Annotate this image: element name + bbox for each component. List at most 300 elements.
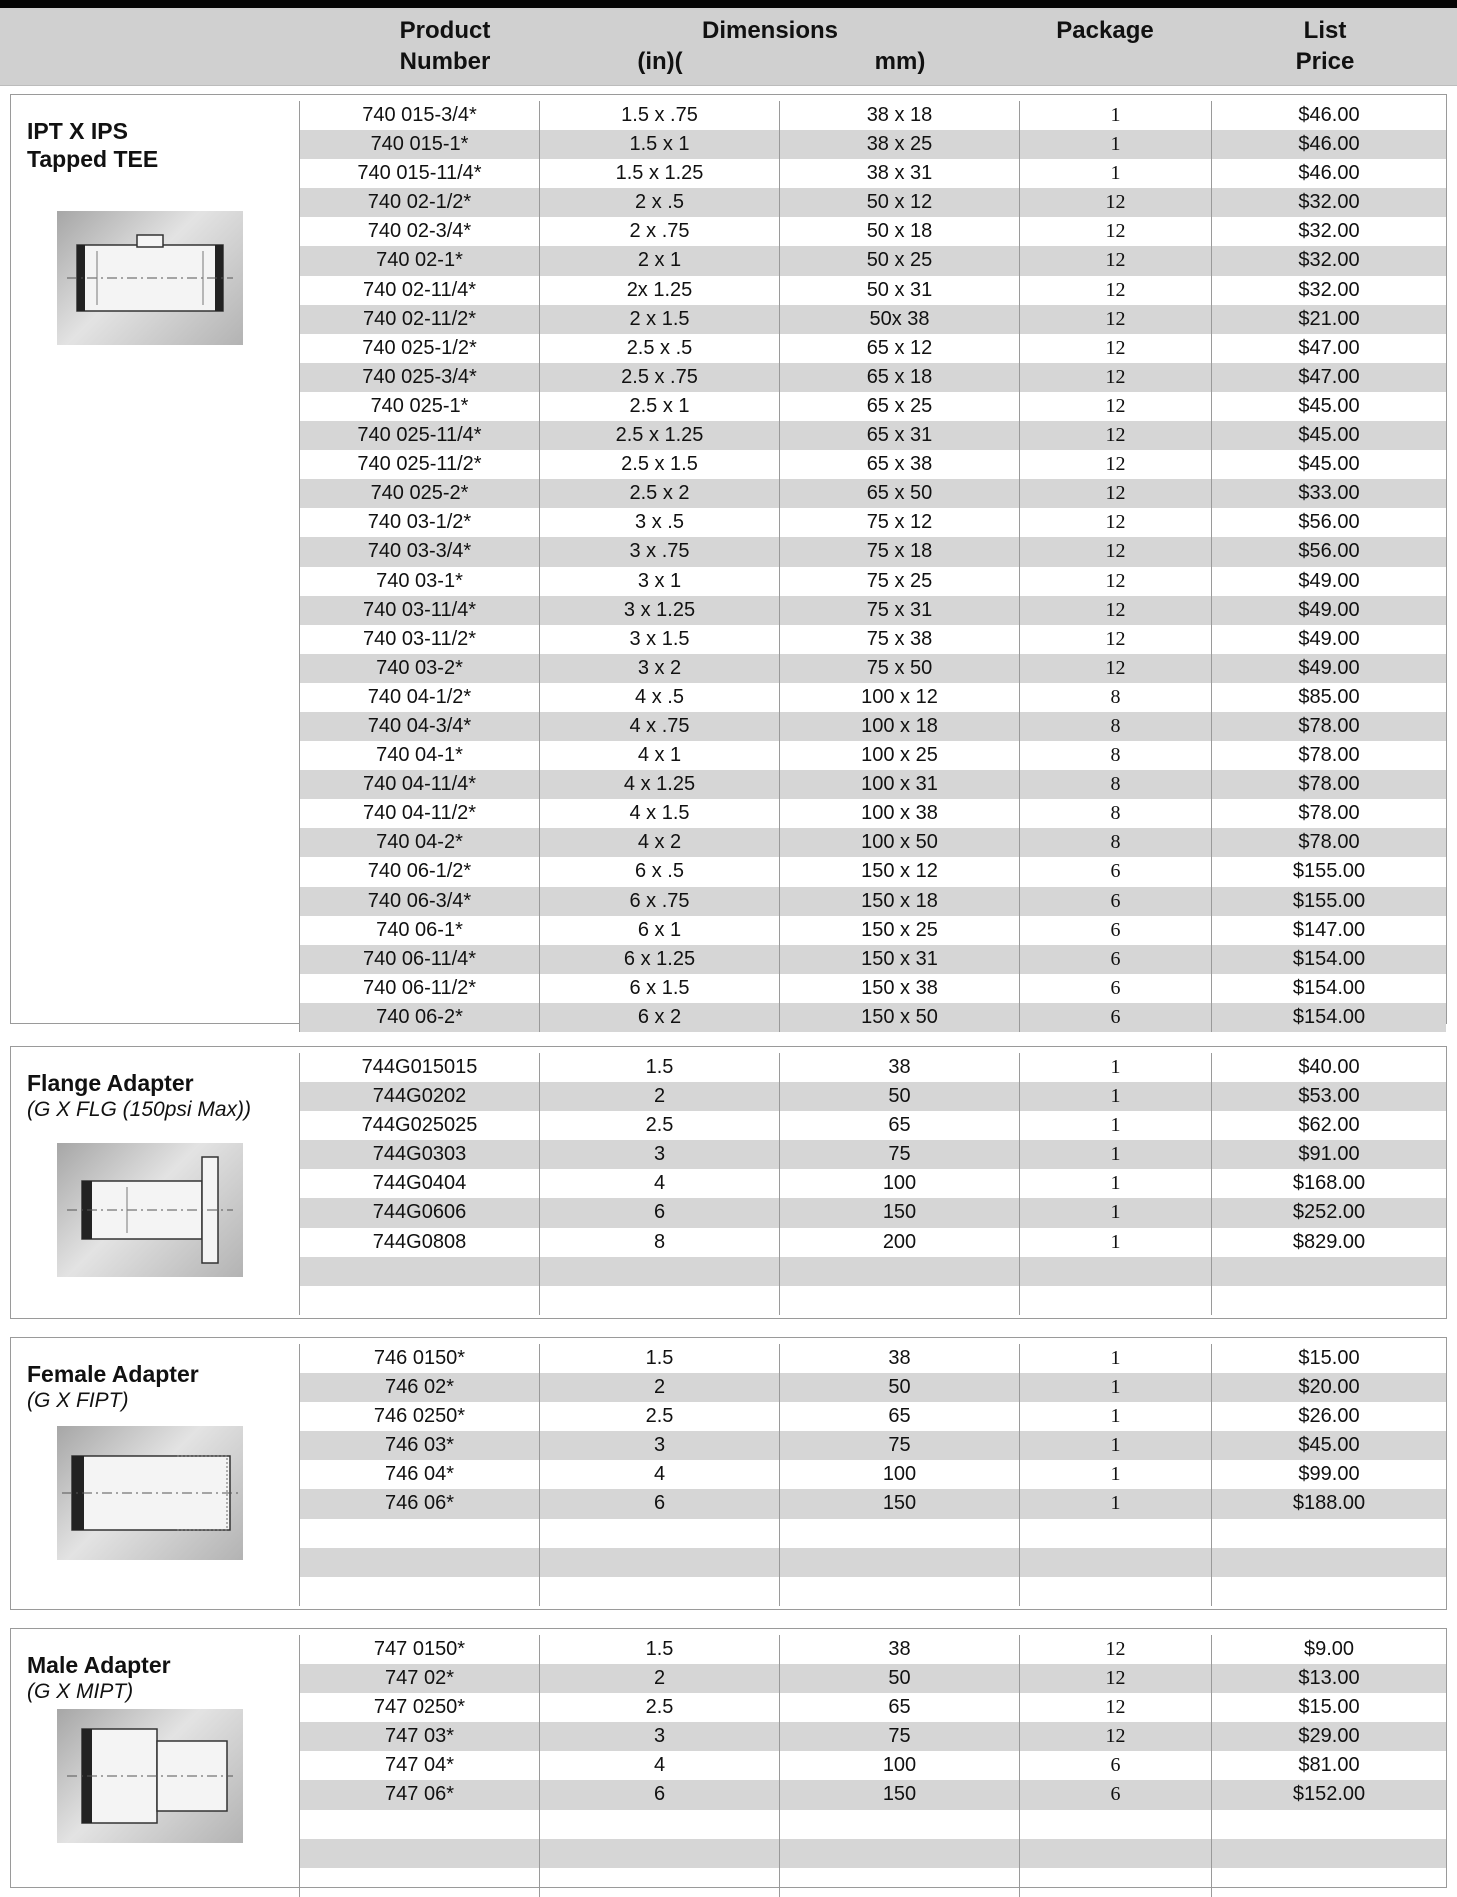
dimension-in-cell (539, 1257, 779, 1286)
product-number-cell: 746 0150* (299, 1344, 539, 1373)
dimension-mm-cell: 75 (779, 1722, 1019, 1751)
package-cell: 6 (1019, 974, 1211, 1003)
dimension-in-cell: 2 (539, 1664, 779, 1693)
dimension-in-cell (539, 1548, 779, 1577)
table-row (299, 101, 1446, 130)
table-row (299, 392, 1446, 421)
section-flange-adapter (10, 1046, 1447, 1319)
table-row (299, 1839, 1446, 1868)
dimension-mm-cell: 65 x 18 (779, 363, 1019, 392)
dimension-mm-cell (779, 1286, 1019, 1315)
product-number-cell: 747 06* (299, 1780, 539, 1809)
dimension-in-cell: 6 x 2 (539, 1003, 779, 1032)
price-cell: $168.00 (1211, 1169, 1446, 1198)
product-number-cell (299, 1286, 539, 1315)
dimension-in-cell: 4 (539, 1460, 779, 1489)
product-number-cell: 740 015-11/4* (299, 159, 539, 188)
dimension-mm-cell: 38 x 18 (779, 101, 1019, 130)
dimension-in-cell: 2.5 x .75 (539, 363, 779, 392)
dimension-mm-cell: 75 (779, 1140, 1019, 1169)
product-number-cell: 744G015015 (299, 1053, 539, 1082)
package-cell: 1 (1019, 1198, 1211, 1227)
product-number-cell: 746 02* (299, 1373, 539, 1402)
header-product-line2: Number (399, 48, 491, 75)
dimension-in-cell: 1.5 (539, 1344, 779, 1373)
dimension-in-cell: 4 (539, 1169, 779, 1198)
package-cell: 8 (1019, 770, 1211, 799)
section-label (27, 1069, 297, 1123)
product-number-cell: 744G0808 (299, 1228, 539, 1257)
dimension-mm-cell: 50 (779, 1664, 1019, 1693)
dimension-in-cell: 2.5 x 1.25 (539, 421, 779, 450)
product-number-cell: 740 06-1/2* (299, 857, 539, 886)
price-cell: $45.00 (1211, 421, 1446, 450)
section-subtitle: (G X FLG (150psi Max)) (27, 1098, 252, 1121)
dimension-in-cell (539, 1286, 779, 1315)
dimension-in-cell (539, 1577, 779, 1606)
table-row (299, 741, 1446, 770)
dimension-in-cell: 2x 1.25 (539, 276, 779, 305)
dimension-in-cell: 4 x .5 (539, 683, 779, 712)
product-number-cell: 740 025-11/2* (299, 450, 539, 479)
dimension-mm-cell: 38 (779, 1635, 1019, 1664)
dimension-in-cell: 4 x 1.25 (539, 770, 779, 799)
table-row (299, 857, 1446, 886)
package-cell: 12 (1019, 596, 1211, 625)
table-row (299, 1722, 1446, 1751)
package-cell: 12 (1019, 392, 1211, 421)
package-cell (1019, 1577, 1211, 1606)
package-cell: 12 (1019, 537, 1211, 566)
table-row (299, 363, 1446, 392)
price-cell (1211, 1257, 1446, 1286)
package-cell: 12 (1019, 1664, 1211, 1693)
price-cell: $154.00 (1211, 945, 1446, 974)
dimension-mm-cell: 65 x 12 (779, 334, 1019, 363)
dimension-mm-cell: 150 x 31 (779, 945, 1019, 974)
product-number-cell: 740 015-1* (299, 130, 539, 159)
price-cell: $155.00 (1211, 857, 1446, 886)
product-number-cell: 740 025-1/2* (299, 334, 539, 363)
header-price-line2: Price (1295, 48, 1355, 75)
price-cell: $78.00 (1211, 712, 1446, 741)
package-cell: 6 (1019, 916, 1211, 945)
package-cell: 12 (1019, 567, 1211, 596)
dimension-in-cell: 4 x 1.5 (539, 799, 779, 828)
package-cell: 1 (1019, 1373, 1211, 1402)
rows-tapped-tee (299, 101, 1446, 1032)
price-cell: $81.00 (1211, 1751, 1446, 1780)
table-row (299, 683, 1446, 712)
table-row (299, 305, 1446, 334)
product-number-cell: 747 0150* (299, 1635, 539, 1664)
package-cell: 12 (1019, 421, 1211, 450)
dimension-in-cell: 3 x .5 (539, 508, 779, 537)
header-dimensions-in: (in)( (637, 48, 683, 75)
product-number-cell: 740 06-11/4* (299, 945, 539, 974)
table-row (299, 479, 1446, 508)
price-cell: $49.00 (1211, 654, 1446, 683)
dimension-in-cell: 4 (539, 1751, 779, 1780)
dimension-mm-cell: 150 x 38 (779, 974, 1019, 1003)
dimension-mm-cell: 50 x 31 (779, 276, 1019, 305)
package-cell: 12 (1019, 305, 1211, 334)
table-row (299, 1082, 1446, 1111)
dimension-mm-cell: 75 x 50 (779, 654, 1019, 683)
flange-adapter-icon (57, 1143, 243, 1277)
package-cell: 8 (1019, 683, 1211, 712)
dimension-mm-cell: 75 x 18 (779, 537, 1019, 566)
header-price (1255, 15, 1395, 77)
package-cell: 12 (1019, 508, 1211, 537)
table-row (299, 799, 1446, 828)
price-cell: $78.00 (1211, 770, 1446, 799)
product-number-cell: 744G0202 (299, 1082, 539, 1111)
product-number-cell (299, 1810, 539, 1839)
dimension-in-cell: 2 (539, 1373, 779, 1402)
package-cell: 6 (1019, 945, 1211, 974)
product-number-cell: 746 0250* (299, 1402, 539, 1431)
package-cell: 8 (1019, 828, 1211, 857)
product-number-cell: 740 025-2* (299, 479, 539, 508)
rows-female-adapter (299, 1344, 1446, 1606)
table-row (299, 974, 1446, 1003)
product-number-cell: 747 03* (299, 1722, 539, 1751)
price-cell: $829.00 (1211, 1228, 1446, 1257)
dimension-in-cell: 3 x 1.25 (539, 596, 779, 625)
package-cell: 12 (1019, 276, 1211, 305)
top-bar (0, 0, 1457, 8)
dimension-mm-cell: 38 (779, 1344, 1019, 1373)
section-title: Flange Adapter (27, 1070, 194, 1096)
product-number-cell: 747 04* (299, 1751, 539, 1780)
price-cell: $33.00 (1211, 479, 1446, 508)
section-tapped-tee (10, 94, 1447, 1028)
dimension-mm-cell: 75 x 12 (779, 508, 1019, 537)
product-number-cell: 740 04-3/4* (299, 712, 539, 741)
table-row (299, 188, 1446, 217)
dimension-in-cell: 4 x .75 (539, 712, 779, 741)
price-cell: $56.00 (1211, 508, 1446, 537)
dimension-in-cell: 3 x .75 (539, 537, 779, 566)
price-cell: $155.00 (1211, 887, 1446, 916)
package-cell: 1 (1019, 101, 1211, 130)
product-number-cell: 744G0303 (299, 1140, 539, 1169)
dimension-in-cell: 6 x 1.5 (539, 974, 779, 1003)
table-row (299, 1664, 1446, 1693)
section-title: Male Adapter (27, 1652, 171, 1678)
section-male-adapter (10, 1628, 1447, 1888)
product-number-cell: 740 02-1* (299, 246, 539, 275)
dimension-in-cell: 2 x 1 (539, 246, 779, 275)
price-cell: $45.00 (1211, 392, 1446, 421)
package-cell: 1 (1019, 1082, 1211, 1111)
package-cell: 6 (1019, 1003, 1211, 1032)
package-cell: 1 (1019, 1344, 1211, 1373)
table-row (299, 1373, 1446, 1402)
package-cell: 12 (1019, 334, 1211, 363)
table-row (299, 421, 1446, 450)
dimension-in-cell: 2 (539, 1082, 779, 1111)
header-dimensions: Dimensions (701, 17, 839, 44)
section-title: IPT X IPS Tapped TEE (27, 118, 159, 172)
section-label (27, 1651, 297, 1705)
product-number-cell: 740 04-11/2* (299, 799, 539, 828)
product-number-cell (299, 1548, 539, 1577)
section-label (27, 1360, 297, 1414)
price-cell: $91.00 (1211, 1140, 1446, 1169)
product-number-cell: 747 0250* (299, 1693, 539, 1722)
dimension-mm-cell: 100 x 12 (779, 683, 1019, 712)
table-row (299, 1810, 1446, 1839)
dimension-mm-cell: 50x 38 (779, 305, 1019, 334)
table-row (299, 130, 1446, 159)
product-number-cell: 740 025-11/4* (299, 421, 539, 450)
section-female-adapter (10, 1337, 1447, 1610)
product-number-cell: 740 06-3/4* (299, 887, 539, 916)
table-row (299, 450, 1446, 479)
dimension-mm-cell (779, 1839, 1019, 1868)
dimension-mm-cell: 38 x 25 (779, 130, 1019, 159)
dimension-mm-cell: 50 x 18 (779, 217, 1019, 246)
price-cell: $62.00 (1211, 1111, 1446, 1140)
dimension-in-cell: 2 x .75 (539, 217, 779, 246)
dimension-in-cell: 2 x 1.5 (539, 305, 779, 334)
package-cell (1019, 1548, 1211, 1577)
dimension-mm-cell: 38 x 31 (779, 159, 1019, 188)
package-cell: 8 (1019, 799, 1211, 828)
price-cell: $99.00 (1211, 1460, 1446, 1489)
table-row (299, 1257, 1446, 1286)
package-cell (1019, 1839, 1211, 1868)
dimension-mm-cell (779, 1519, 1019, 1548)
dimension-mm-cell: 150 x 18 (779, 887, 1019, 916)
price-cell: $32.00 (1211, 276, 1446, 305)
product-number-cell: 740 06-1* (299, 916, 539, 945)
dimension-in-cell: 2 x .5 (539, 188, 779, 217)
table-row (299, 1111, 1446, 1140)
price-cell: $26.00 (1211, 1402, 1446, 1431)
product-number-cell: 746 03* (299, 1431, 539, 1460)
package-cell: 6 (1019, 1751, 1211, 1780)
dimension-in-cell (539, 1839, 779, 1868)
dimension-mm-cell: 150 x 50 (779, 1003, 1019, 1032)
dimension-mm-cell: 65 (779, 1111, 1019, 1140)
price-cell: $15.00 (1211, 1344, 1446, 1373)
table-row (299, 1489, 1446, 1518)
package-cell: 6 (1019, 857, 1211, 886)
price-cell: $20.00 (1211, 1373, 1446, 1402)
table-row (299, 1344, 1446, 1373)
price-cell: $45.00 (1211, 1431, 1446, 1460)
dimension-mm-cell: 100 x 31 (779, 770, 1019, 799)
table-row (299, 1140, 1446, 1169)
dimension-mm-cell: 150 (779, 1489, 1019, 1518)
dimension-mm-cell: 65 x 25 (779, 392, 1019, 421)
package-cell: 12 (1019, 479, 1211, 508)
dimension-mm-cell: 100 (779, 1751, 1019, 1780)
product-number-cell: 740 02-1/2* (299, 188, 539, 217)
product-number-cell: 744G0404 (299, 1169, 539, 1198)
table-row (299, 1003, 1446, 1032)
price-cell: $154.00 (1211, 974, 1446, 1003)
dimension-mm-cell (779, 1548, 1019, 1577)
price-cell: $47.00 (1211, 334, 1446, 363)
table-row (299, 945, 1446, 974)
package-cell (1019, 1519, 1211, 1548)
table-row (299, 508, 1446, 537)
product-number-cell: 740 015-3/4* (299, 101, 539, 130)
dimension-mm-cell: 75 (779, 1431, 1019, 1460)
dimension-in-cell: 3 x 2 (539, 654, 779, 683)
dimension-mm-cell: 50 (779, 1082, 1019, 1111)
price-cell (1211, 1577, 1446, 1606)
package-cell: 1 (1019, 1053, 1211, 1082)
dimension-in-cell: 2.5 x .5 (539, 334, 779, 363)
dimension-in-cell: 1.5 x 1.25 (539, 159, 779, 188)
table-row (299, 596, 1446, 625)
dimension-in-cell: 6 x .5 (539, 857, 779, 886)
price-cell: $49.00 (1211, 596, 1446, 625)
table-row (299, 654, 1446, 683)
dimension-mm-cell: 100 x 50 (779, 828, 1019, 857)
package-cell: 1 (1019, 1489, 1211, 1518)
package-cell (1019, 1257, 1211, 1286)
dimension-in-cell: 8 (539, 1228, 779, 1257)
table-row (299, 828, 1446, 857)
package-cell (1019, 1286, 1211, 1315)
dimension-in-cell: 4 x 1 (539, 741, 779, 770)
package-cell: 12 (1019, 217, 1211, 246)
dimension-in-cell (539, 1519, 779, 1548)
dimension-in-cell: 2.5 x 1 (539, 392, 779, 421)
package-cell: 8 (1019, 741, 1211, 770)
package-cell: 8 (1019, 712, 1211, 741)
section-subtitle: (G X FIPT) (27, 1389, 129, 1412)
header-product (330, 15, 560, 77)
package-cell: 6 (1019, 887, 1211, 916)
package-cell: 12 (1019, 1693, 1211, 1722)
price-cell: $45.00 (1211, 450, 1446, 479)
dimension-in-cell: 3 x 1.5 (539, 625, 779, 654)
product-number-cell: 744G0606 (299, 1198, 539, 1227)
dimension-mm-cell: 150 (779, 1780, 1019, 1809)
package-cell: 1 (1019, 1228, 1211, 1257)
dimension-in-cell: 2.5 (539, 1693, 779, 1722)
dimension-mm-cell: 150 x 12 (779, 857, 1019, 886)
table-row (299, 1286, 1446, 1315)
product-number-cell (299, 1577, 539, 1606)
dimension-in-cell: 1.5 x .75 (539, 101, 779, 130)
table-row (299, 1548, 1446, 1577)
price-cell: $29.00 (1211, 1722, 1446, 1751)
product-number-cell: 740 03-1/2* (299, 508, 539, 537)
product-number-cell: 740 06-2* (299, 1003, 539, 1032)
price-cell: $9.00 (1211, 1635, 1446, 1664)
table-row (299, 1519, 1446, 1548)
dimension-mm-cell: 38 (779, 1053, 1019, 1082)
male-adapter-icon (57, 1709, 243, 1843)
dimension-mm-cell: 65 x 31 (779, 421, 1019, 450)
dimension-in-cell: 6 x 1.25 (539, 945, 779, 974)
table-row (299, 1228, 1446, 1257)
table-row (299, 334, 1446, 363)
female-adapter-icon (57, 1426, 243, 1560)
product-number-cell: 740 03-11/2* (299, 625, 539, 654)
price-cell: $78.00 (1211, 799, 1446, 828)
table-row (299, 916, 1446, 945)
price-cell (1211, 1810, 1446, 1839)
dimension-mm-cell: 65 x 50 (779, 479, 1019, 508)
price-cell: $154.00 (1211, 1003, 1446, 1032)
price-cell (1211, 1548, 1446, 1577)
table-row (299, 276, 1446, 305)
table-row (299, 1868, 1446, 1897)
dimension-mm-cell: 100 x 18 (779, 712, 1019, 741)
package-cell: 12 (1019, 188, 1211, 217)
rows-male-adapter (299, 1635, 1446, 1897)
dimension-mm-cell: 75 x 38 (779, 625, 1019, 654)
dimension-mm-cell: 100 x 25 (779, 741, 1019, 770)
price-cell: $21.00 (1211, 305, 1446, 334)
dimension-in-cell: 6 x .75 (539, 887, 779, 916)
product-number-cell (299, 1257, 539, 1286)
table-row (299, 1577, 1446, 1606)
product-number-cell (299, 1839, 539, 1868)
package-cell: 12 (1019, 450, 1211, 479)
price-cell: $152.00 (1211, 1780, 1446, 1809)
dimension-mm-cell: 65 x 38 (779, 450, 1019, 479)
table-row (299, 770, 1446, 799)
header-price-line1: List (1303, 17, 1347, 44)
dimension-in-cell: 3 (539, 1140, 779, 1169)
dimension-in-cell: 4 x 2 (539, 828, 779, 857)
dimension-in-cell: 6 (539, 1198, 779, 1227)
section-subtitle: (G X MIPT) (27, 1680, 134, 1703)
dimension-in-cell: 2.5 (539, 1402, 779, 1431)
dimension-mm-cell: 100 (779, 1169, 1019, 1198)
package-cell: 12 (1019, 1635, 1211, 1664)
price-cell: $252.00 (1211, 1198, 1446, 1227)
product-number-cell (299, 1519, 539, 1548)
dimension-mm-cell (779, 1257, 1019, 1286)
product-number-cell (299, 1868, 539, 1897)
package-cell: 1 (1019, 1169, 1211, 1198)
section-label (27, 117, 297, 173)
price-cell: $13.00 (1211, 1664, 1446, 1693)
product-number-cell: 746 06* (299, 1489, 539, 1518)
price-cell: $32.00 (1211, 217, 1446, 246)
package-cell: 12 (1019, 1722, 1211, 1751)
dimension-mm-cell: 75 x 25 (779, 567, 1019, 596)
dimension-in-cell: 6 (539, 1489, 779, 1518)
table-row (299, 159, 1446, 188)
price-cell: $47.00 (1211, 363, 1446, 392)
section-title: Female Adapter (27, 1361, 199, 1387)
table-row (299, 1693, 1446, 1722)
table-row (299, 1780, 1446, 1809)
dimension-mm-cell: 50 (779, 1373, 1019, 1402)
dimension-mm-cell: 65 (779, 1402, 1019, 1431)
dimension-in-cell: 6 (539, 1780, 779, 1809)
header-dimensions-mm: mm) (874, 48, 926, 75)
price-cell: $49.00 (1211, 567, 1446, 596)
product-number-cell: 740 03-11/4* (299, 596, 539, 625)
table-row (299, 537, 1446, 566)
product-number-cell: 740 03-1* (299, 567, 539, 596)
price-cell: $85.00 (1211, 683, 1446, 712)
table-row (299, 1460, 1446, 1489)
